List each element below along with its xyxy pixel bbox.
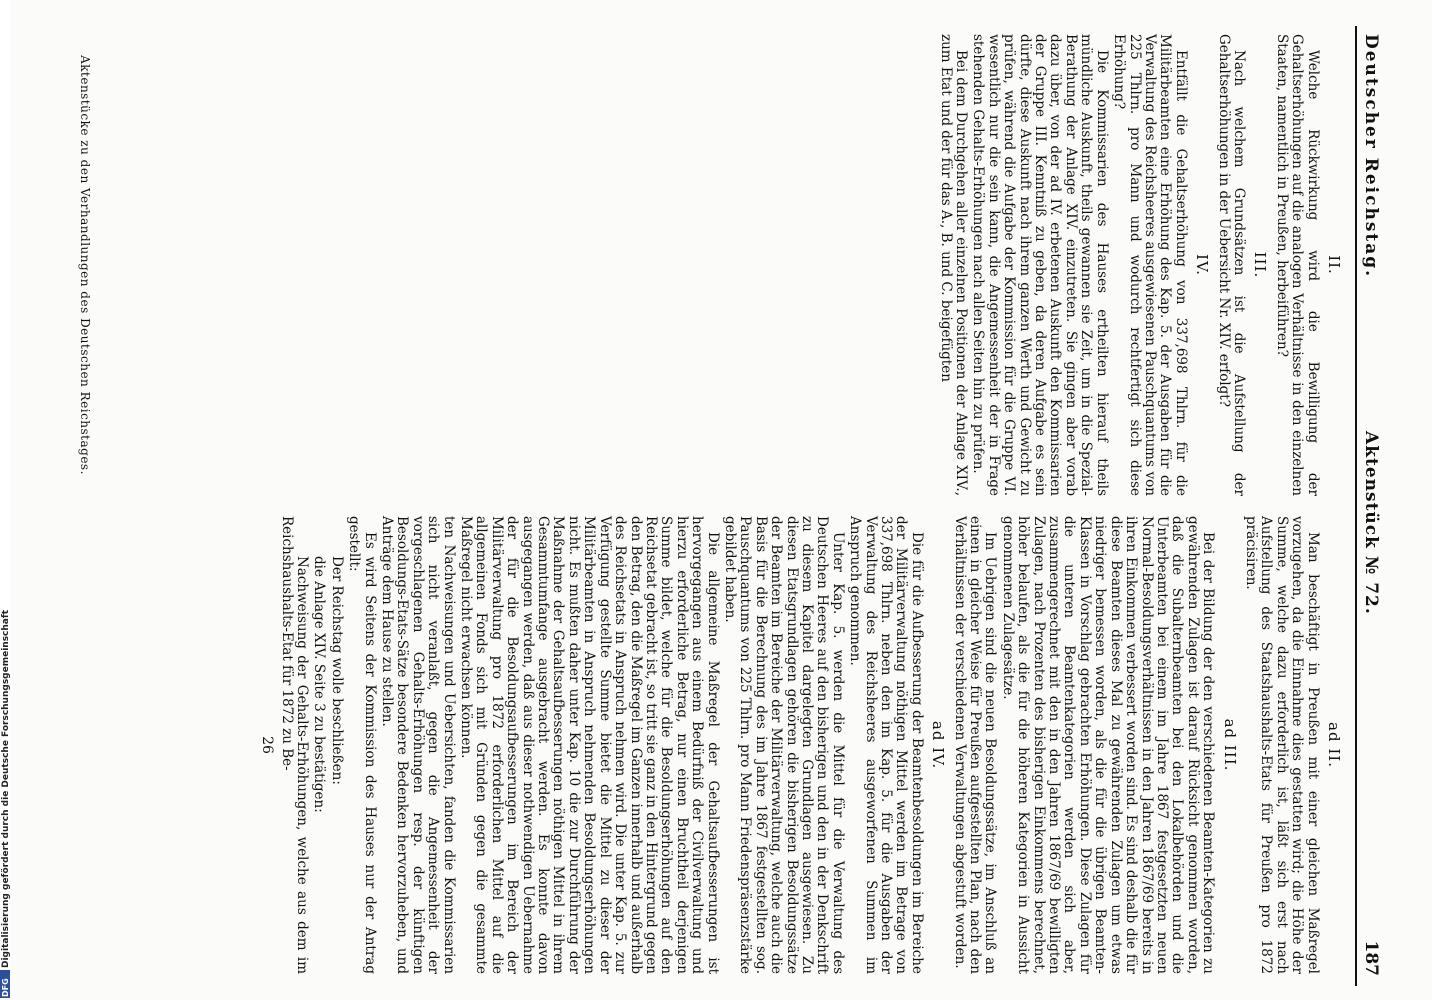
dfg-logo-text: DFG: [1, 978, 10, 997]
section-heading-iii: III.: [1251, 251, 1270, 279]
answer-heading-ad-ii: ad II.: [1325, 722, 1343, 768]
answer-heading-ad-iv: ad IV.: [929, 720, 948, 770]
section-heading-ii: II.: [1325, 255, 1343, 275]
paragraph: Es wird Seitens der Kommission des Hauses nur der Antrag gestellt:: [346, 516, 378, 974]
question-iii: Nach welchem Grundsätzen ist die Aufstellung der Gehaltserhöhungen in der Uebersicht Nr. XIV. erfolgt?: [1215, 34, 1247, 496]
section-heading-iv: IV.: [1193, 254, 1212, 276]
paragraph: Bei der Bildung der den verschiedenen Beamten-Kategorien zu gewährenden Zulagen ist darauf Rücksicht genommen worden, daß die Subalternbeamten bei den Lokalbehörden und die Unterbeamten bei einem im Jahre 1867 festgesetzten neuen Normal-Besoldungsverhältnissen in den Jahren 1867/69 bereits in ihren Einkommen verbessert worden sind. Es sind deshalb die für diese Beamten dieses Mal zu gewährenden Zulagen um etwas niedriger bemessen worden, als die für die übrigen Beamten-Klassen in Vorschlag gebrachten Erhöhungen. Diese Zulagen für die unteren Beamtenkategorien werden sich aber, zusammengerechnet mit den in den Jahren 1867/69 bewilligten Zulagen, nach Prozenten des bisherigen Einkommens berechnet, höher belaufen, als die für die höheren Kategorien in Aussicht genommenen Zulagesätze.: [999, 516, 1217, 974]
right-column: [257, 516, 1347, 974]
paragraph: Unter Kap. 5. werden die Mittel für die Verwaltung des Deutschen Heeres auf den bisherigen und den in der Denkschrift zu diesem Kapitel dargelegten Grundlagen ausgewiesen. Zu diesen Etatsgrundlagen gehören die bisherigen Besoldungssätze der Beamten im Bereiche der Militärverwaltung, welche auch die Basis für die Berechnung des im Jahre 1867 festgestellten sog. Pauschquantums von 225 Thlrn. pro Mann Friedenspräsenzstärke gebildet haben.: [721, 516, 846, 974]
answer-heading-ad-iii: ad III.: [1220, 718, 1239, 772]
paragraph: Man beschäftigt in Preußen mit einer gleichen Maßregel vorzugehen, da die Einnahme dies gestatten wird; die Höhe der Summe, welche dazu erforderlich ist, läßt sich erst nach Aufstellung des Staatshaushalts-Etats für Preußen pro 1872 präcisiren.: [1242, 516, 1321, 974]
paragraph: Im Uebrigen sind die neuen Besoldungssätze, im Anschluß an einen in gleicher Weise für Preußen aufgestellten Plan, nach den Verhältnissen der verschiedenen Verwaltungen abgestuft worden.: [951, 516, 999, 974]
paragraph: Die für die Aufbesserung der Beamtenbesoldungen im Bereiche der Militärverwaltung nöthigen Mittel werden im Betrage von 337,698 Thlrn. neben den im Kap. 5. für die Ausgaben der Verwaltung des Reichsheeres ausgeworfenen Summen im Anspruch genommen.: [847, 516, 925, 974]
resolution-intro: Der Reichstag wolle beschließen:: [328, 556, 345, 785]
journal-title: Deutscher Reichstag.: [1361, 34, 1381, 279]
page-header: [1355, 26, 1383, 986]
dfg-logo: [0, 970, 10, 998]
paragraph: Die Kommissarien des Hauses ertheilten hierauf theils mündliche Auskunft, theils gewannen sie Zeit, um in die Spezial-Berathung der Anlage XIV. einzutreten. Sie gingen aber vorab dazu über, von der ad IV. erbetenen Auskunft den Kommissarien der Gruppe III. Kenntniß zu geben, da deren Aufgabe es sein dürfte, diese Auskunft nach ihrem ganzen Werth und Gewicht zu prüfen, während die Aufgabe der Kommission für die Gruppe VI. wesentlich nur die sein kann, die Angemessenheit der in Frage stehenden Gehalts-Erhöhungen nach allen Seiten hin zu prüfen.: [970, 34, 1110, 496]
digitization-notice: Digitalisierung gefördert durch die Deutsche Forschungsgemeinschaft: [1, 609, 11, 968]
left-column: [935, 34, 1347, 496]
sheet-number: 26: [259, 736, 276, 754]
paragraph: Die allgemeine Maßregel der Gehaltsaufbesserungen ist hervorgegangen aus einem Bedürfniß der Civilverwaltung und hierzu erforderliche Betrag, nur einen Bruchtheil derjenigen Summe bildet, welche für die Besoldungserhöhungen auf den Reichsetat gebracht ist, so tritt sie ganz in den Hintergrund gegen den Betrag, den die Maßregel im Ganzen innerhalb und außerhalb des Reichsetats in Anspruch nehmen wird. Die unter Kap. 5. zur Verfügung gestellte Summe bietet die Mittel zu dieser der Militärbeamten in Anspruch nehmenden Besoldungserhöhungen nicht. Es mußten daher unter Kap. 10 die zur Durchführung der Maßnahme der Gehaltsaufbesserungen nöthigen Mittel in ihrem Gesammtumfange ausgebracht werden. Es konnte davon ausgegangen werden, daß aus dieser nothwendigen Uebernahme der für die Besoldungsaufbesserungen im Bereich der Militärverwaltung pro 1872 erforderlichen Mittel auf die allgemeinen Fonds sich mit Gründen gegen die gesammte Maßregel nicht erwachsen können.: [458, 516, 721, 974]
digitization-strip: [0, 0, 10, 1000]
page-footer: Aktenstücke zu den Verhandlungen des Deutschen Reichstages.: [78, 55, 92, 475]
rotated-document-page: [73, 26, 1383, 986]
question-iv: Entfällt die Gehaltserhöhung von 337,698 Thlrn. für die Militärbeamten eine Erhöhung des Kap. 5. der Ausgaben für die Verwaltung des Reichsheeres ausgewiesenen Pauschquantums von 225 Thlrn. pro Mann und wodurch rechtfertigt sich diese Erhöhung?: [1111, 34, 1189, 496]
resolution-text: die Anlage XIV. Seite 3 zu bestätigen:: [311, 556, 328, 813]
page-number: 187: [1361, 940, 1381, 976]
question-ii: Welche Rückwirkung wird die Bewilligung der Gehaltserhöhungen auf die analogen Verhältnisse in den einzelnen Staaten, namentlich in Preußen, herbeiführen?: [1273, 34, 1321, 496]
resolution-text: Nachweisung der Gehalts-Erhöhungen, welche aus dem im Reichshaushalts-Etat für 1872 zu Be-: [278, 516, 310, 974]
document-number: Aktenstück № 72.: [1361, 431, 1381, 615]
paragraph: Bei dem Durchgehen aller einzelnen Positionen der Anlage XIV., zum Etat und der für das A., B. und C. beigefügten: [937, 34, 970, 496]
paragraph: ten Nachweisungen und Uebersichten, fanden die Kommissarien sich nicht veranlaßt, gegen die Angemessenheit der vorgeschlagenen Gehalts-Erhöhungen resp. der künftigen Besoldungs-Etats-Sätze besondere Bedenken hervorzuheben, und Anträge dem Hause zu stellen.: [379, 516, 457, 974]
